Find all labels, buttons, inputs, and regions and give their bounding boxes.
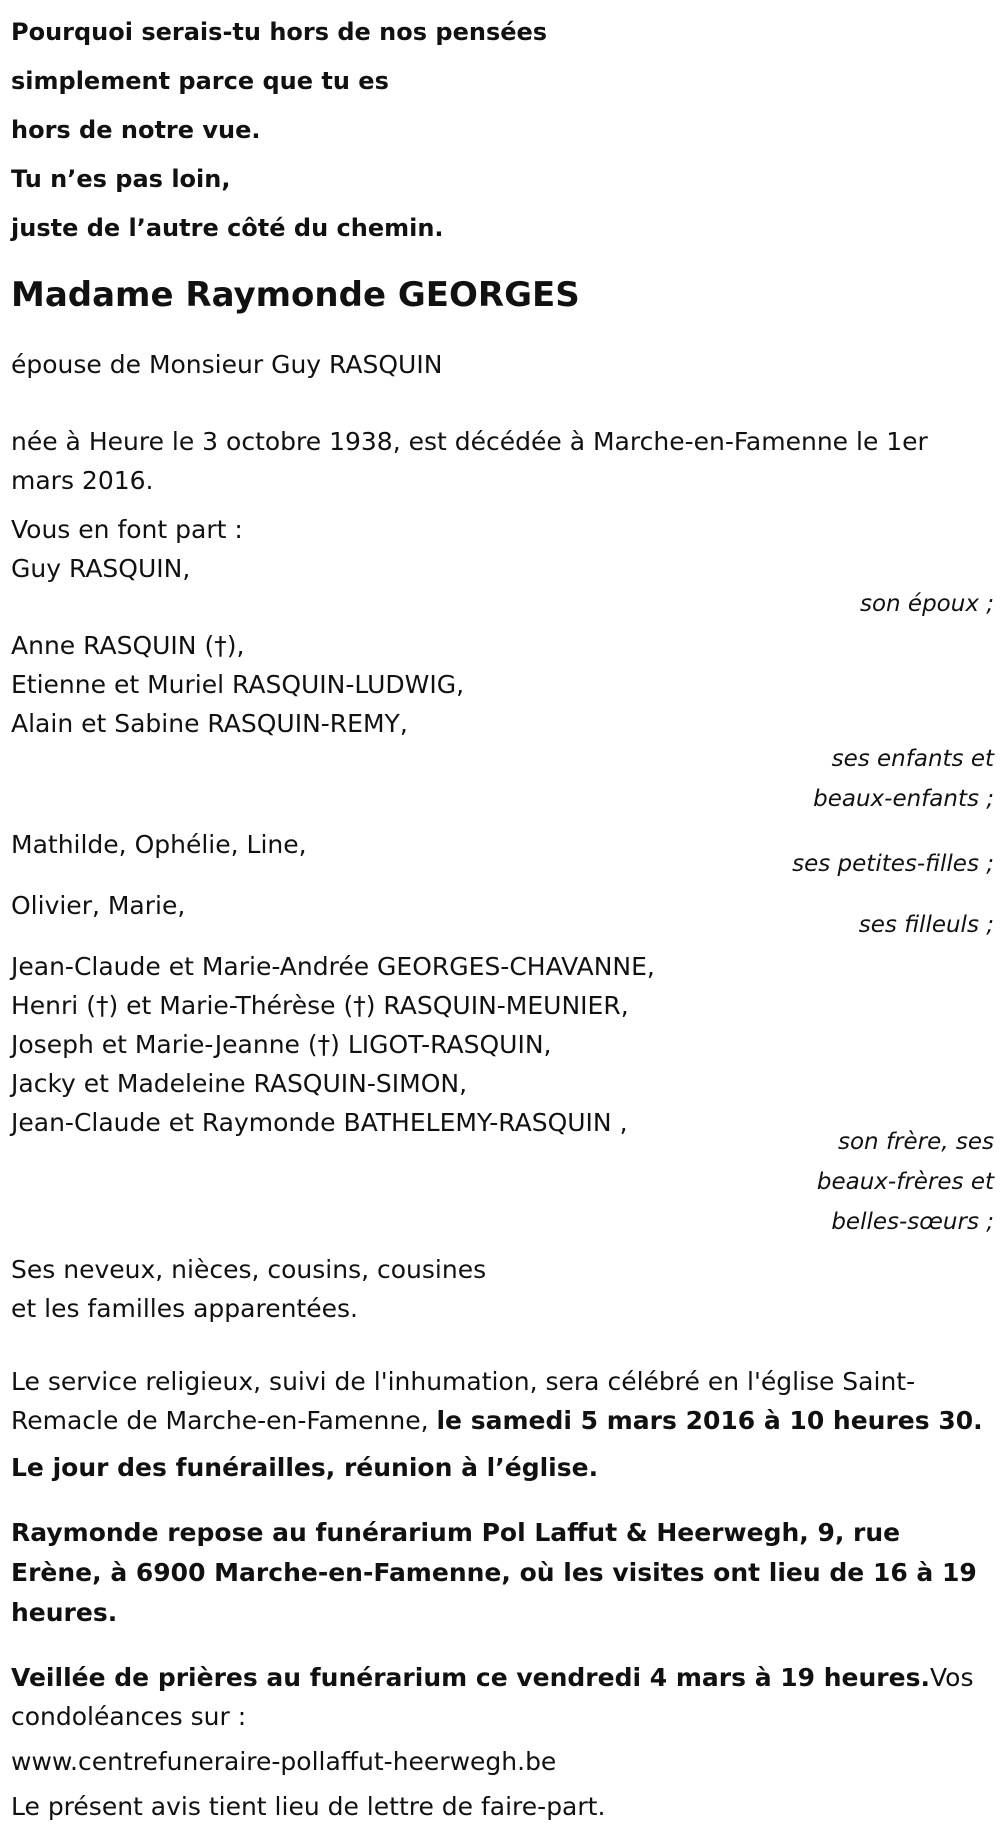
relation-line: son époux ; <box>859 591 994 617</box>
family-name: Anne RASQUIN (†), <box>11 631 245 660</box>
website-link[interactable]: www.centrefuneraire-pollaffut-heerwegh.be <box>11 1747 557 1776</box>
family-name: Jean-Claude et Marie-Andrée GEORGES-CHAVANNE, <box>11 952 655 981</box>
family-name: Jacky et Madeleine RASQUIN-SIMON, <box>11 1069 468 1098</box>
poem-line: simplement parce que tu es <box>11 67 389 95</box>
relation-line: belles-sœurs ; <box>831 1209 994 1235</box>
intro-line: Vous en font part : <box>11 515 243 544</box>
poem-line: Tu n’es pas loin, <box>11 165 231 193</box>
service-date: le samedi 5 mars 2016 à 10 heures 30. <box>436 1406 983 1435</box>
meeting-line: Le jour des funérailles, réunion à l’église. <box>11 1453 599 1482</box>
relation-line: beaux-enfants ; <box>813 786 994 812</box>
names-list <box>11 947 1000 1142</box>
family-group-spouse <box>11 549 1000 624</box>
relation-line: ses enfants et <box>831 746 994 772</box>
family-group-godchildren <box>11 886 1000 945</box>
closing-line: Le présent avis tient lieu de lettre de faire-part. <box>11 1792 606 1821</box>
spouse-line: épouse de Monsieur Guy RASQUIN <box>11 350 443 379</box>
relation-line: ses petites-filles ; <box>792 851 994 877</box>
poem <box>11 0 1000 253</box>
family-line: Ses neveux, nièces, cousins, cousines <box>11 1255 487 1284</box>
service-paragraph <box>11 1362 996 1440</box>
family-name: Olivier, Marie, <box>11 891 186 920</box>
names-list <box>11 549 1000 588</box>
birth-death-line: née à Heure le 3 octobre 1938, est décédée à Marche-en-Famenne le 1er mars 2016. <box>11 427 928 495</box>
family-group-siblings <box>11 947 1000 1242</box>
family-name: Guy RASQUIN, <box>11 554 191 583</box>
poem-line: juste de l’autre côté du chemin. <box>11 214 444 242</box>
poem-line: Pourquoi serais-tu hors de nos pensées <box>11 18 548 46</box>
family-line: et les familles apparentées. <box>11 1294 358 1323</box>
relation-line: son frère, ses <box>838 1129 994 1155</box>
family-group-granddaughters <box>11 825 1000 884</box>
relation-line: beaux-frères et <box>816 1169 994 1195</box>
family-name: Etienne et Muriel RASQUIN-LUDWIG, <box>11 670 465 699</box>
vigil-text: Veillée de prières au funérarium ce vendredi 4 mars à 19 heures. <box>11 1663 930 1692</box>
vigil-paragraph <box>11 1658 996 1736</box>
extended-family <box>11 1250 1000 1328</box>
service-text: Le service religieux, suivi de l'inhumation, sera célébré en l'église Saint-Remacle de Marche-en-Famenne, <box>11 1367 916 1435</box>
family-name: Joseph et Marie-Jeanne (†) LIGOT-RASQUIN, <box>11 1030 552 1059</box>
family-name: Alain et Sabine RASQUIN-REMY, <box>11 709 408 738</box>
names-list <box>11 626 1000 743</box>
family-group-children <box>11 626 1000 819</box>
funerarium-paragraph: Raymonde repose au funérarium Pol Laffut & Heerwegh, 9, rue Erène, à 6900 Marche-en-Famenne, où les visites ont lieu de 16 à 19 heures. <box>11 1518 977 1627</box>
relation-label <box>11 584 994 624</box>
family-name: Mathilde, Ophélie, Line, <box>11 830 307 859</box>
deceased-name: Madame Raymonde GEORGES <box>11 275 580 315</box>
relation-line: ses filleuls ; <box>858 912 994 938</box>
family-name: Henri (†) et Marie-Thérèse (†) RASQUIN-MEUNIER, <box>11 991 629 1020</box>
family-name: Jean-Claude et Raymonde BATHELEMY-RASQUIN , <box>11 1108 628 1137</box>
relation-label <box>11 739 994 819</box>
poem-line: hors de notre vue. <box>11 116 261 144</box>
condolences-text: Vos condoléances sur : <box>11 1663 974 1731</box>
